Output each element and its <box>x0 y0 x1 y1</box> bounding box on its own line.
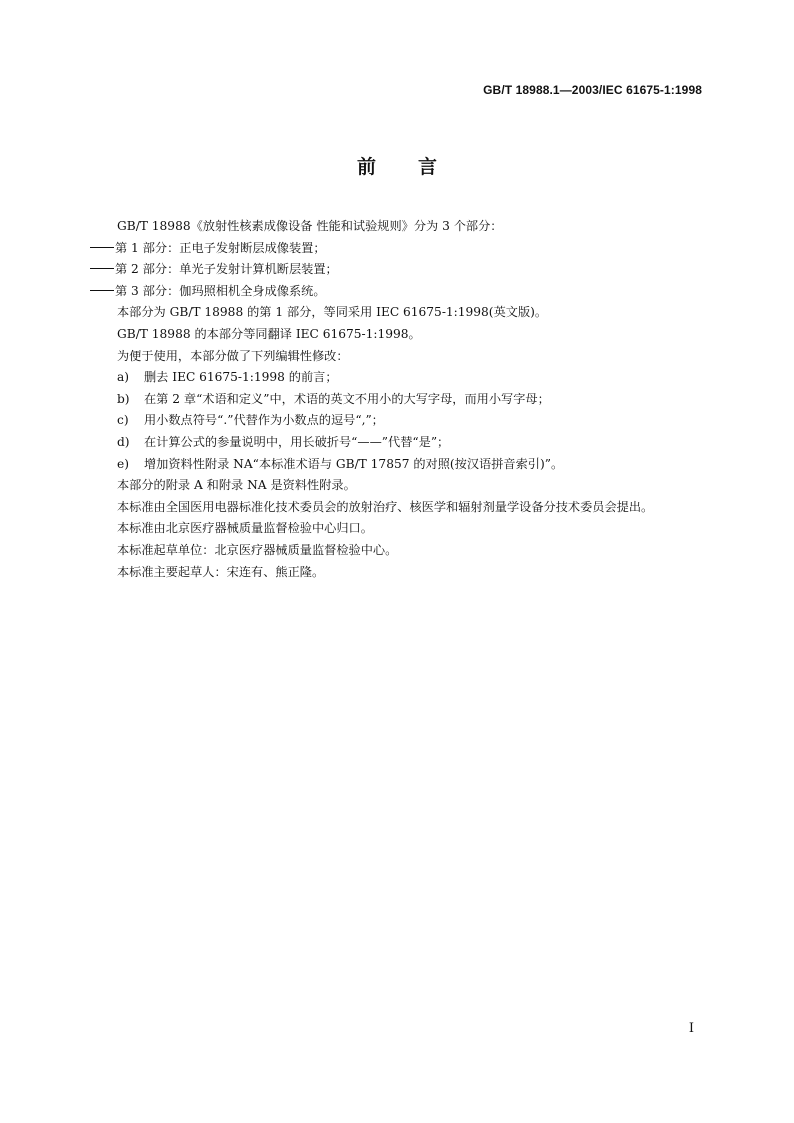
paragraph <box>90 497 704 519</box>
list-item <box>90 432 704 454</box>
paragraph-text: 本标准主要起草人：宋连有、熊正隆。 <box>117 564 325 579</box>
paragraph-text: 用小数点符号“.”代替作为小数点的逗号“,”； <box>144 413 384 428</box>
paragraph <box>90 216 704 238</box>
paragraph <box>90 562 704 584</box>
paragraph <box>90 324 704 346</box>
page-number: I <box>688 1021 694 1036</box>
paragraph-text: 在第 2 章“术语和定义”中，术语的英文不用小的大写字母，而用小写字母； <box>144 391 550 406</box>
list-item-marker: b) <box>117 391 130 406</box>
list-item-marker: a) <box>117 370 130 385</box>
dash-list-item <box>90 281 704 303</box>
paragraph-text: 第 2 部分：单光子发射计算机断层装置； <box>115 262 338 277</box>
paragraph <box>90 302 704 324</box>
paragraph <box>90 518 704 540</box>
list-item-marker: d) <box>117 434 130 449</box>
paragraph-text: GB/T 18988 的本部分等同翻译 IEC 61675-1:1998。 <box>117 326 421 341</box>
em-dash-mark <box>90 268 114 269</box>
paragraph-text: 本标准由全国医用电器标准化技术委员会的放射治疗、核医学和辐射剂量学设备分技术委员会提出。 <box>117 499 654 514</box>
page-title: 前言 <box>356 156 479 178</box>
list-item-marker: c) <box>117 413 129 428</box>
em-dash-mark <box>90 247 114 248</box>
paragraph <box>90 346 704 368</box>
paragraph-text: 第 3 部分：伽玛照相机全身成像系统。 <box>115 283 326 298</box>
paragraph-text: 本部分的附录 A 和附录 NA 是资料性附录。 <box>117 478 356 493</box>
list-item <box>90 389 704 411</box>
paragraph-text: 删去 IEC 61675-1:1998 的前言； <box>144 370 338 385</box>
dash-list-item <box>90 238 704 260</box>
paragraph-text: 为便于使用，本部分做了下列编辑性修改： <box>117 348 349 363</box>
paragraph <box>90 475 704 497</box>
paragraph <box>90 540 704 562</box>
paragraph-text: 本部分为 GB/T 18988 的第 1 部分，等同采用 IEC 61675-1:1998(英文版)。 <box>117 305 548 320</box>
dash-list-item <box>90 259 704 281</box>
paragraph-text: 增加资料性附录 NA“本标准术语与 GB/T 17857 的对照(按汉语拼音索引)”。 <box>144 456 564 471</box>
list-item <box>90 454 704 476</box>
foreword-body <box>90 216 704 583</box>
em-dash-mark <box>90 290 114 291</box>
paragraph-text: 在计算公式的参量说明中，用长破折号“——”代替“是”； <box>144 434 450 449</box>
paragraph-text: 第 1 部分：正电子发射断层成像装置； <box>115 240 326 255</box>
paragraph-text: GB/T 18988《放射性核素成像设备 性能和试验规则》分为 3 个部分： <box>117 219 503 233</box>
list-item <box>90 410 704 432</box>
standard-number-header: GB/T 18988.1—2003/IEC 61675-1:1998 <box>483 83 702 97</box>
paragraph-text: 本标准起草单位：北京医疗器械质量监督检验中心。 <box>117 542 398 557</box>
list-item <box>90 367 704 389</box>
paragraph-text: 本标准由北京医疗器械质量监督检验中心归口。 <box>117 521 373 536</box>
list-item-marker: e) <box>117 456 129 471</box>
